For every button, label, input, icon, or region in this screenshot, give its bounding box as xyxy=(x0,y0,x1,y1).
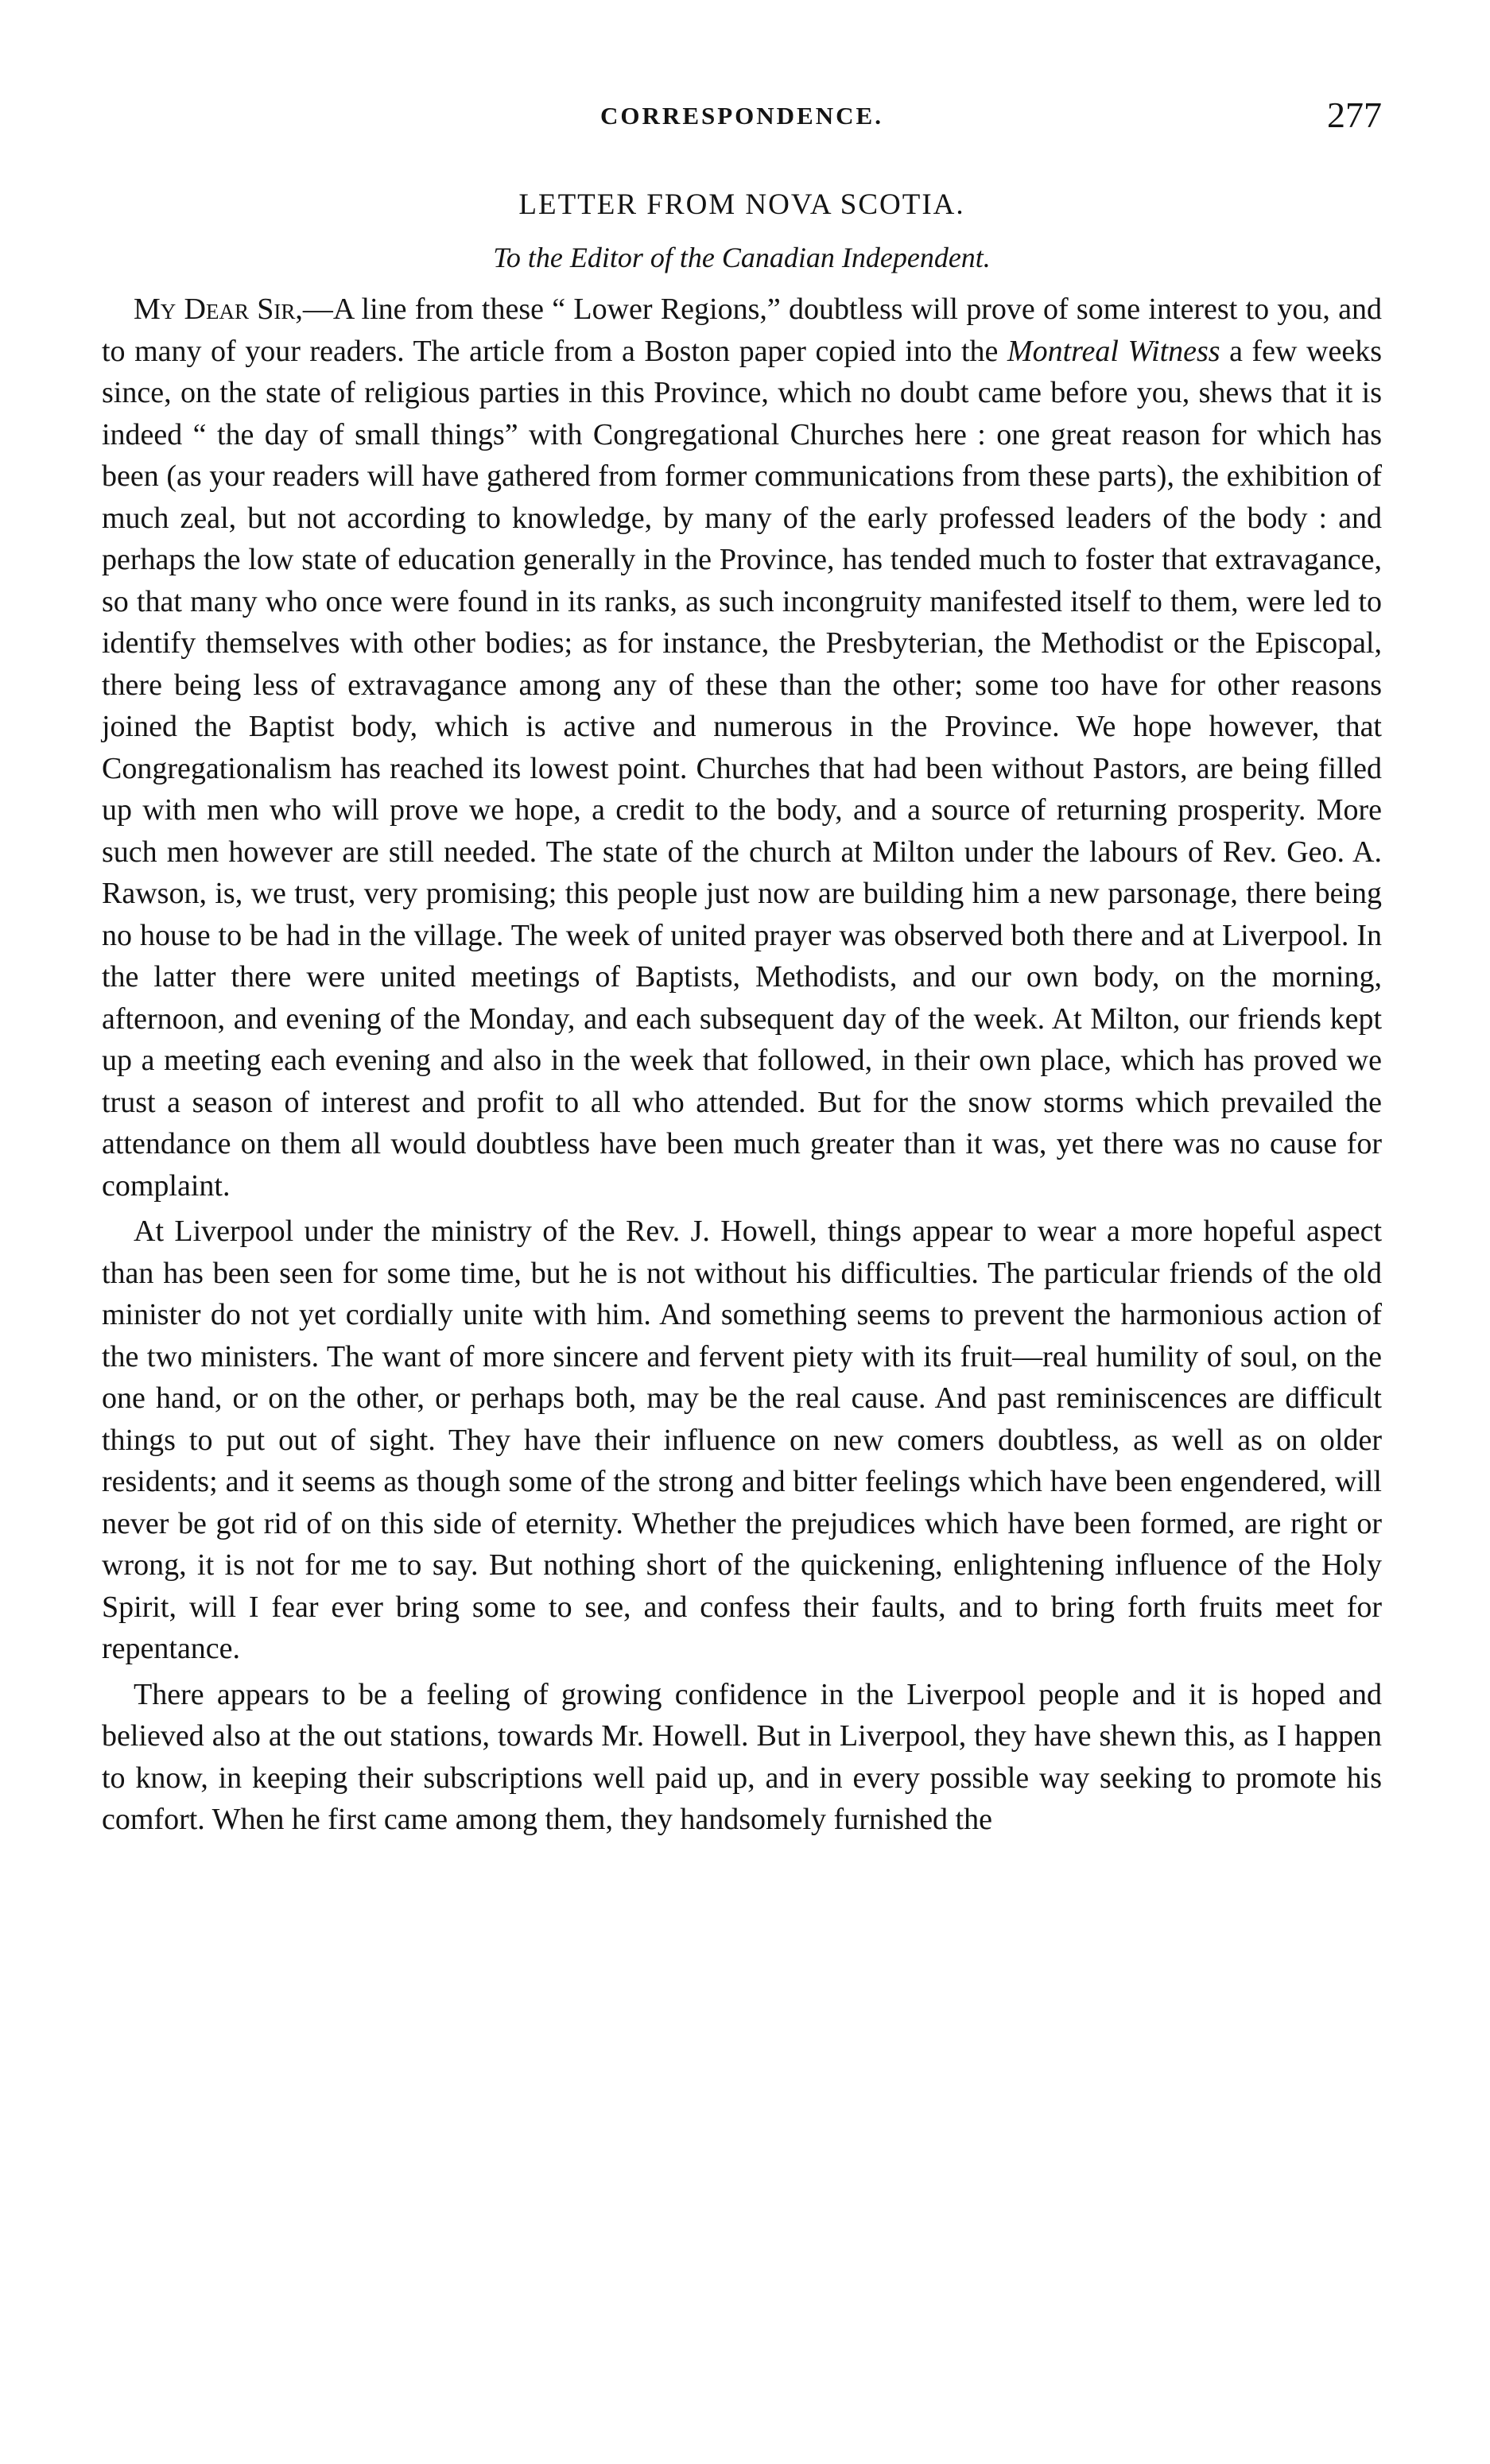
book-page xyxy=(102,94,1382,1841)
article-title: LETTER FROM NOVA SCOTIA. xyxy=(518,188,965,221)
paragraph-2: At Liverpool under the ministry of the Rev. J. Howell, things appear to wear a more hopeful aspect than has been seen for some time, but he is not without his difficulties. The particular friends of the old minister do not yet cordially unite with him. And something seems to prevent the harmonious action of the two ministers. The want of more sincere and fervent piety with its fruit—real humility of soul, on the one hand, or on the other, or perhaps both, may be the real cause. And past reminiscences are difficult things to put out of sight. They have their influence on new comers doubtless, as well as on older residents; and it seems as though some of the strong and bitter feelings which have been engendered, will never be got rid of on this side of eternity. Whether the prejudices which have been formed, are right or wrong, it is not for me to say. But nothing short of the quickening, enlightening influence of the Holy Spirit, will I fear ever bring some to see, and confess their faults, and to bring forth fruits meet for repentance. xyxy=(102,1215,1382,1665)
page-number: 277 xyxy=(1327,95,1382,135)
salutation: My Dear Sir, xyxy=(134,293,303,326)
paragraph-1-text-a: —A line from these “ Lower Regions,” doubtless will prove of some interest to you, and to many of your readers. The article from a Boston paper copied into the xyxy=(102,293,1382,368)
running-section-title: CORRESPONDENCE. xyxy=(600,102,883,130)
paragraph-3: There appears to be a feeling of growing confidence in the Liverpool people and it is hoped and believed also at the out stations, towards Mr. Howell. But in Liverpool, they have shewn this, as I happen to know, in keeping their subscriptions well paid up, and in every possible way seeking to promote his comfort. When he first came among them, they handsomely furnished the xyxy=(102,1677,1382,1836)
paragraph-1 xyxy=(102,289,1382,1207)
letter-body xyxy=(102,289,1382,1841)
running-header xyxy=(102,94,1382,151)
paragraph-1-text-b: a few weeks since, on the state of religious parties in this Province, which no doubt came before you, shews that it is indeed “ the day of small things” with Congregational Churches here : one great reason for which has been (as your readers will have gathered from former communications from these parts), the exhibition of much zeal, but not according to knowledge, by many of the early professed leaders of the body : and perhaps the low state of education generally in the Province, has tended much to foster that extravagance, so that many who once were found in its ranks, as such incongruity manifested itself to them, were led to identify themselves with other bodies; as for instance, the Presbyterian, the Methodist or the Episcopal, there being less of extravagance among any of these than the other; some too have for other reasons joined the Baptist body, which is active and numerous in the Province. We hope however, that Congregationalism has reached its lowest point. Churches that had been without Pastors, are being filled up with men who will prove we hope, a credit to the body, and a source of returning prosperity. More such men however are still needed. The state of the church at Milton under the labours of Rev. Geo. A. Rawson, is, we trust, very promising; this people just now are building him a new parsonage, there being no house to be had in the village. The week of united prayer was observed both there and at Liverpool. In the latter there were united meetings of Baptists, Methodists, and our own body, on the morning, afternoon, and evening of the Monday, and each subsequent day of the week. At Milton, our friends kept up a meeting each evening and also in the week that followed, in their own place, which has proved we trust a season of interest and profit to all who attended. But for the snow storms which prevailed the attendance on them all would doubtless have been much greater than it was, yet there was no cause for complaint. xyxy=(102,334,1382,1203)
newspaper-name: Montreal Witness xyxy=(1007,334,1220,368)
article-dedication: To the Editor of the Canadian Independent. xyxy=(493,242,991,273)
